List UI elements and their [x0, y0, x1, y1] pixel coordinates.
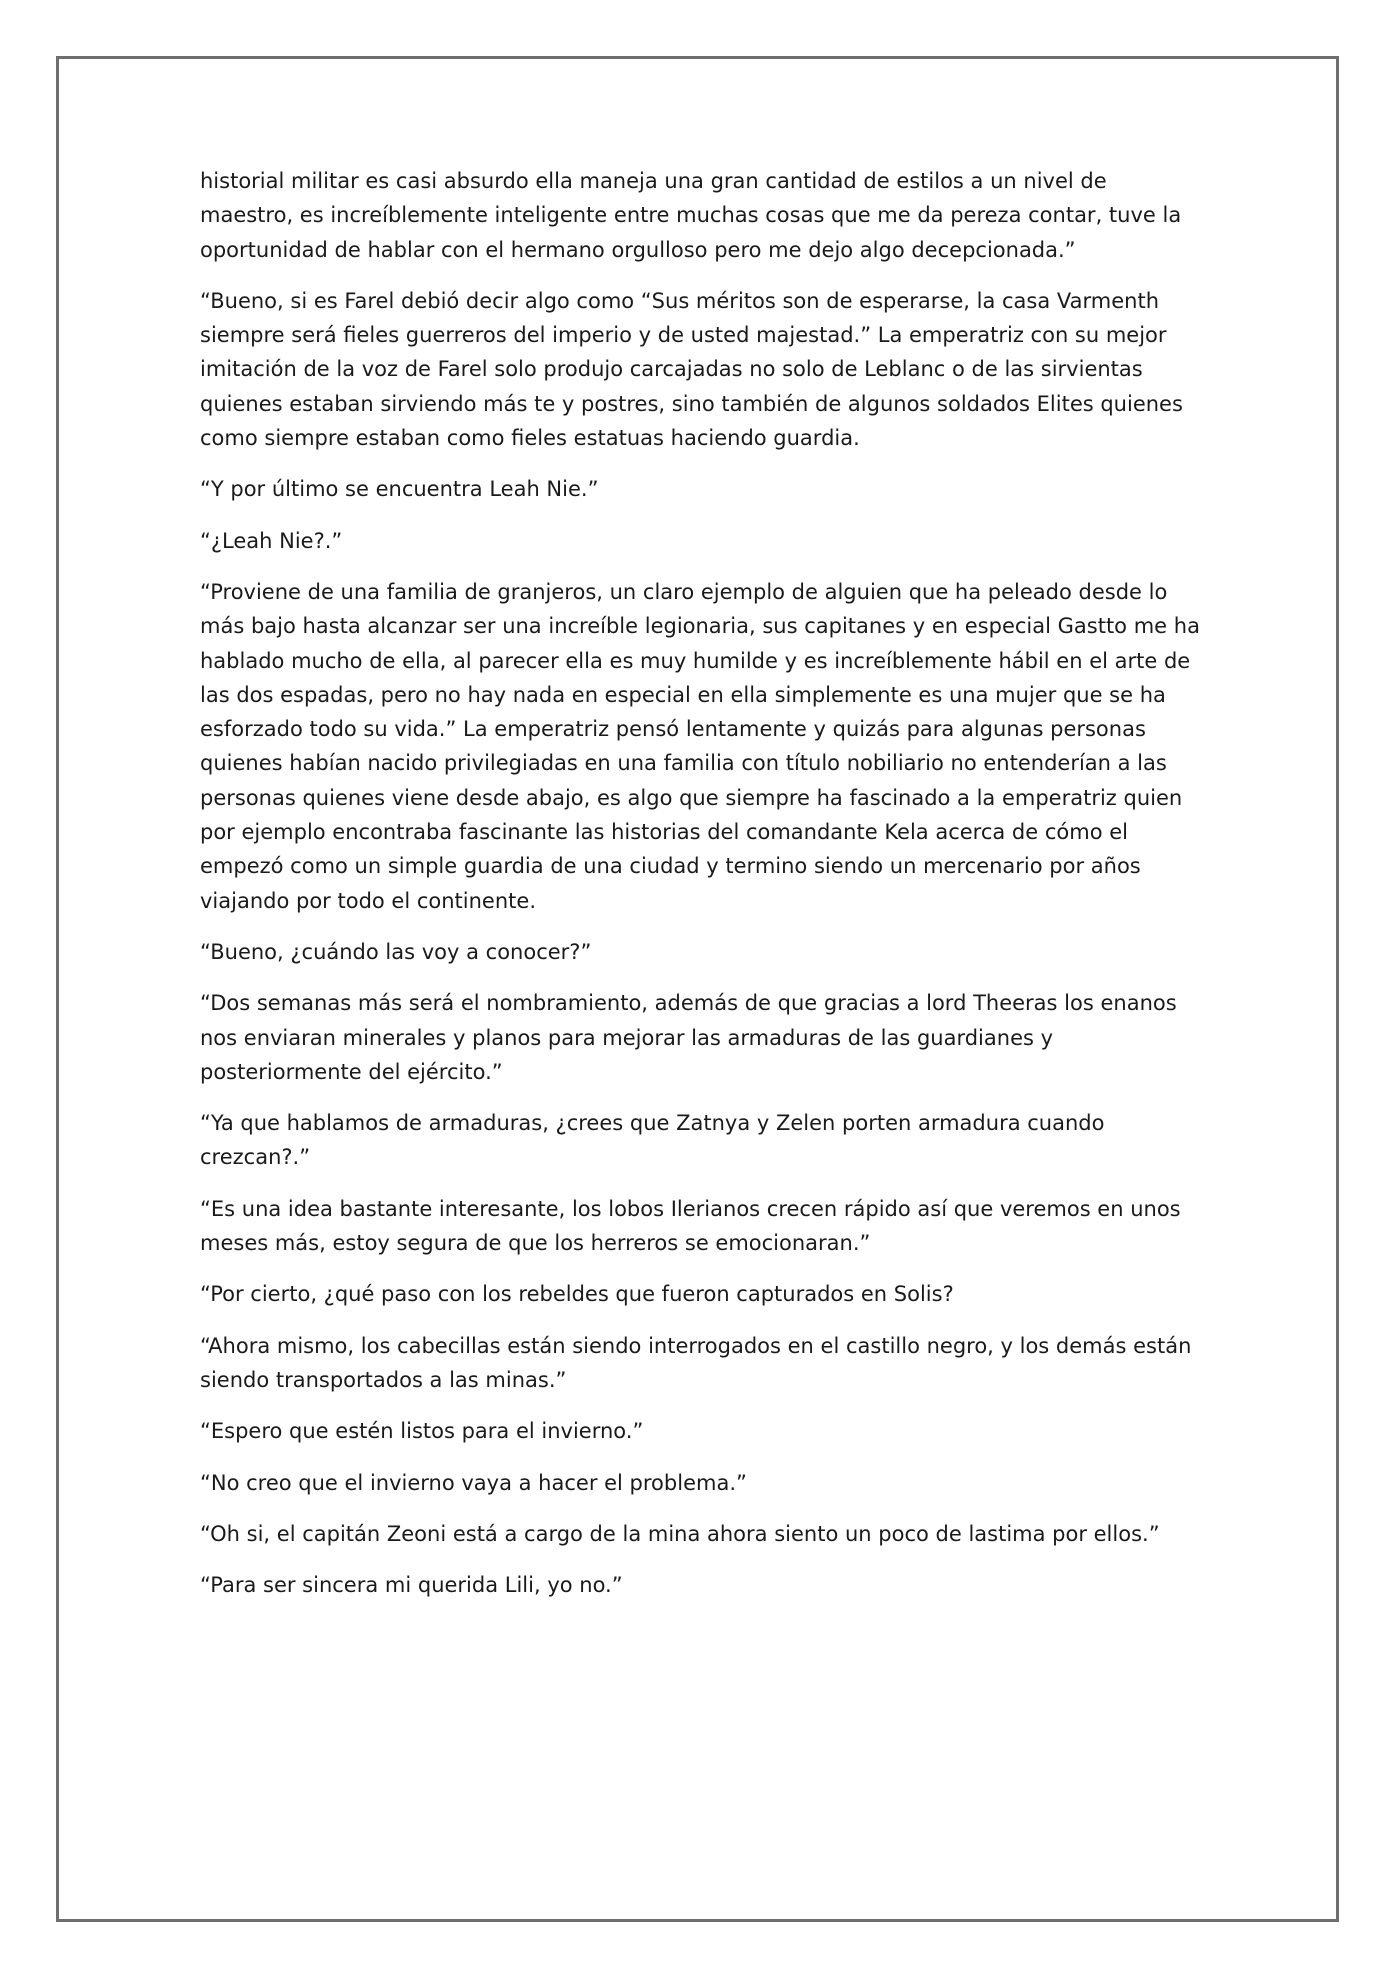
paragraph-8: “Ya que hablamos de armaduras, ¿crees que Zatnya y Zelen porten armadura cuando crezcan?.” — [200, 1111, 1105, 1170]
paragraph-10: “Por cierto, ¿qué paso con los rebeldes que fueron capturados en Solis? — [200, 1282, 954, 1307]
paragraph-6: “Bueno, ¿cuándo las voy a conocer?” — [200, 939, 592, 964]
paragraph-11: “Ahora mismo, los cabecillas están siendo interrogados en el castillo negro, y los demás están siendo transportados a las minas.” — [200, 1333, 1192, 1392]
paragraph-14: “Oh si, el capitán Zeoni está a cargo de la mina ahora siento un poco de lastima por ellos.” — [200, 1521, 1160, 1546]
paragraph-12: “Espero que estén listos para el invierno.” — [200, 1419, 644, 1444]
document-body — [200, 164, 1205, 1619]
paragraph-1: historial militar es casi absurdo ella maneja una gran cantidad de estilos a un nivel de maestro, es increíblemente inteligente entre muchas cosas que me da pereza contar, tuve la oportunidad de hablar con el hermano orgulloso pero me dejo algo decepcionada.” — [200, 169, 1182, 262]
paragraph-5: “Proviene de una familia de granjeros, un claro ejemplo de alguien que ha peleado desde lo más bajo hasta alcanzar ser una increíble legionaria, sus capitanes y en especial Gastto me ha hablado mucho de ella, al parecer ella es muy humilde y es increíblemente hábil en el arte de las dos espadas, pero no hay nada en especial en ella simplemente es una mujer que se ha esforzado todo su vida.” La emperatriz pensó lentamente y quizás para algunas personas quienes habían nacido privilegiadas en una familia con título nobiliario no entenderían a las personas quienes viene desde abajo, es algo que siempre ha fascinado a la emperatriz quien por ejemplo encontraba fascinante las historias del comandante Kela acerca de cómo el empezó como un simple guardia de una ciudad y termino siendo un mercenario por años viajando por todo el continente. — [200, 579, 1200, 913]
paragraph-4: “¿Leah Nie?.” — [200, 528, 343, 553]
paragraph-2: “Bueno, si es Farel debió decir algo como “Sus méritos son de esperarse, la casa Varmenth siempre será fieles guerreros del imperio y de usted majestad.” La emperatriz con su mejor imitación de la voz de Farel solo produjo carcajadas no solo de Leblanc o de las sirvientas quienes estaban sirviendo más te y postres, sino también de algunos soldados Elites quienes como siempre estaban como fieles estatuas haciendo guardia. — [200, 288, 1183, 451]
paragraph-13: “No creo que el invierno vaya a hacer el problema.” — [200, 1470, 747, 1495]
paragraph-3: “Y por último se encuentra Leah Nie.” — [200, 477, 599, 502]
paragraph-7: “Dos semanas más será el nombramiento, además de que gracias a lord Theeras los enanos nos enviaran minerales y planos para mejorar las armaduras de las guardianes y posteriormente del ejército.” — [200, 991, 1177, 1084]
paragraph-15: “Para ser sincera mi querida Lili, yo no.” — [200, 1573, 623, 1598]
paragraph-9: “Es una idea bastante interesante, los lobos Ilerianos crecen rápido así que veremos en unos meses más, estoy segura de que los herreros se emocionaran.” — [200, 1196, 1181, 1256]
